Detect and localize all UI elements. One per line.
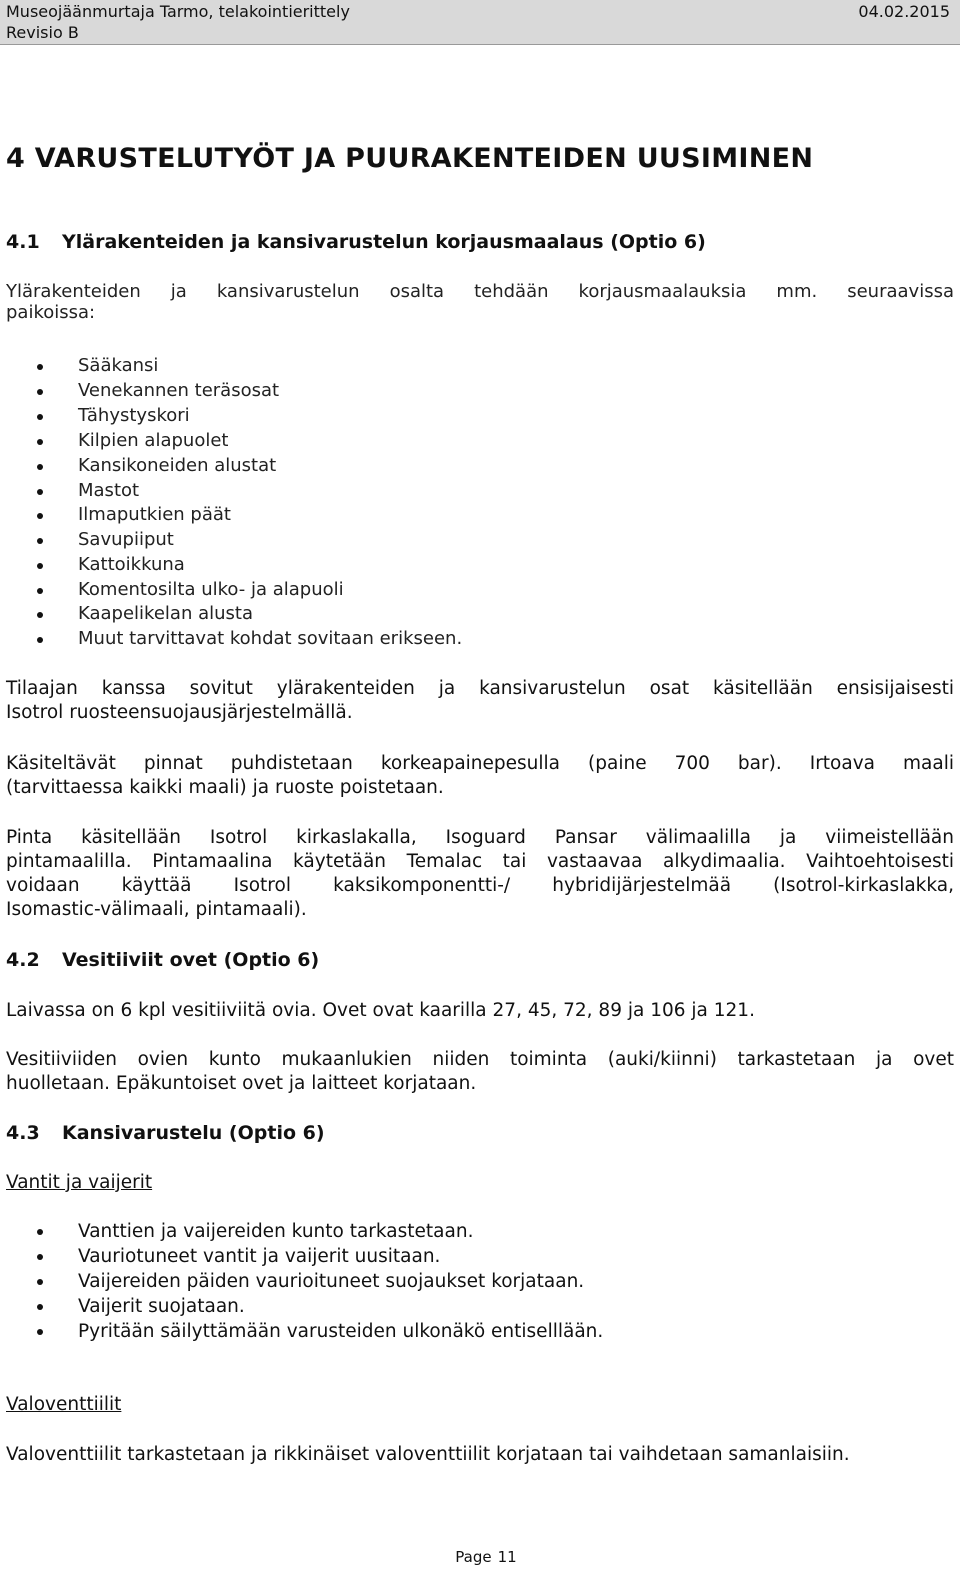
document-date: 04.02.2015 (858, 2, 950, 21)
subheading-shrouds: Vantit ja vaijerit (6, 1172, 153, 1193)
section-number: 4.2 (6, 949, 40, 971)
section-heading-4-3 (6, 1122, 325, 1144)
section-heading-4-2 (6, 949, 319, 971)
page-number: 11 (497, 1548, 517, 1566)
paragraph-line: Pinta käsitellään Isotrol kirkaslakalla, Isoguard Pansar välimaalilla ja viimeistellään (6, 827, 954, 848)
paragraph-line: paikoissa: (6, 302, 96, 323)
paragraph-line: pintamaalilla. Pintamaalina käytetään Temalac tai vastaavaa alkydimaalia. Vaihtoehtoisesti (6, 851, 954, 872)
paragraph-portholes: Valoventtiilit tarkastetaan ja rikkinäiset valoventtiilit korjataan tai vaihdetaan samanlaisiin. (6, 1444, 850, 1465)
chapter-heading: 4 VARUSTELUTYÖT JA PUURAKENTEIDEN UUSIMINEN (6, 143, 814, 174)
bullet-icon (37, 612, 43, 618)
section-heading-4-1 (6, 231, 706, 253)
bullet-icon (37, 513, 43, 519)
bullet-icon (37, 1329, 43, 1335)
section-title: Kansivarustelu (Optio 6) (62, 1122, 325, 1144)
section-title: Vesitiiviit ovet (Optio 6) (62, 949, 320, 971)
bullet-icon (37, 1254, 43, 1260)
section-number: 4.1 (6, 231, 40, 253)
paragraph-doors-service (6, 1048, 954, 1096)
subheading-portholes: Valoventtiilit (6, 1394, 122, 1415)
paragraph-line: huolletaan. Epäkuntoiset ovet ja laitteet korjataan. (6, 1073, 477, 1094)
paragraph-treatment (6, 677, 954, 725)
bullet-icon (37, 588, 43, 594)
bullet-icon (37, 538, 43, 544)
paragraph-line: (tarvittaessa kaikki maali) ja ruoste poistetaan. (6, 777, 444, 798)
page-header (0, 0, 960, 45)
bullet-icon (37, 637, 43, 643)
section-title: Ylärakenteiden ja kansivarustelun korjausmaalaus (Optio 6) (62, 231, 706, 253)
bullet-icon (37, 1279, 43, 1285)
paragraph-line: Käsiteltävät pinnat puhdistetaan korkeapainepesulla (paine 700 bar). Irtoava maali (6, 753, 954, 774)
section-number: 4.3 (6, 1122, 40, 1144)
page-footer (0, 1548, 960, 1566)
paragraph-line: Ylärakenteiden ja kansivarustelun osalta tehdään korjausmaalauksia mm. seuraavissa (6, 281, 954, 302)
paragraph-line: Vesitiiviiden ovien kunto mukaanlukien niiden toiminta (auki/kiinni) tarkastetaan ja ovet (6, 1049, 954, 1070)
paragraph-doors-count: Laivassa on 6 kpl vesitiiviitä ovia. Ovet ovat kaarilla 27, 45, 72, 89 ja 106 ja 121. (6, 1000, 755, 1021)
paragraph-coating (6, 826, 954, 922)
bullet-icon (37, 489, 43, 495)
page-label: Page (455, 1548, 492, 1566)
document-title: Museojäänmurtaja Tarmo, telakointierittely (6, 2, 350, 21)
paragraph-line: Isotrol ruosteensuojausjärjestelmällä. (6, 702, 353, 723)
paragraph-line: voidaan käyttää Isotrol kaksikomponentti-/ hybridijärjestelmää (Isotrol-kirkaslakka, (6, 875, 954, 896)
revision-label: Revisio B (6, 23, 79, 42)
bullet-icon (37, 563, 43, 569)
paragraph-line: Isomastic-välimaali, pintamaali). (6, 899, 307, 920)
bullet-icon (37, 364, 43, 370)
bullet-icon (37, 1304, 43, 1310)
bullet-icon (37, 439, 43, 445)
intro-paragraph (6, 281, 954, 323)
bullet-icon (37, 414, 43, 420)
bullet-icon (37, 389, 43, 395)
paragraph-cleaning (6, 752, 954, 800)
bullet-icon (37, 1229, 43, 1235)
paragraph-line: Tilaajan kanssa sovitut ylärakenteiden ja kansivarustelun osat käsitellään ensisijaisesti (6, 678, 954, 699)
bullet-icon (37, 464, 43, 470)
